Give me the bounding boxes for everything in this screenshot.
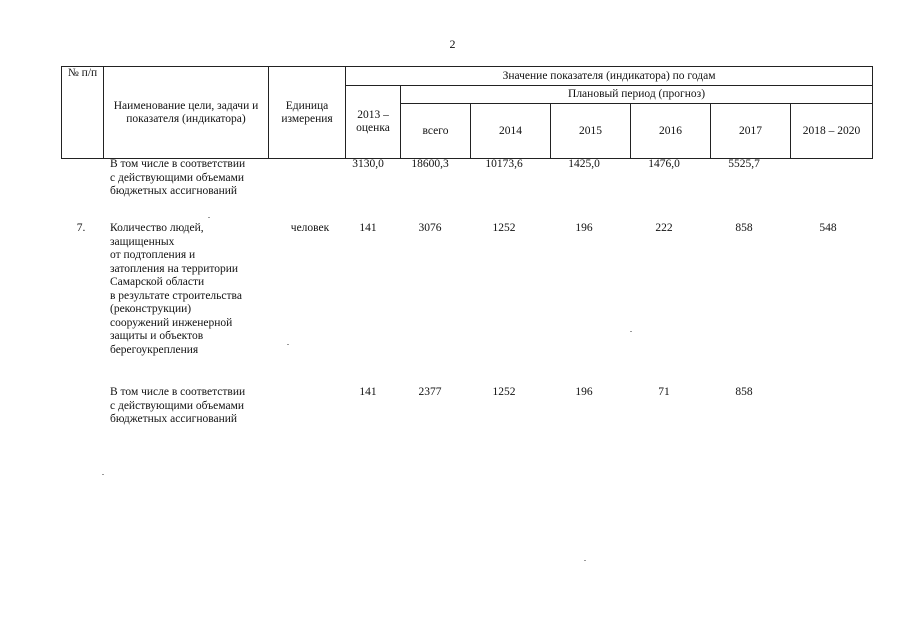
value-2015: 196 bbox=[575, 386, 593, 398]
value-2014: 10173,6 bbox=[485, 158, 523, 170]
header-number: № п/п bbox=[62, 67, 104, 159]
indicator-name-line: (реконструкции) bbox=[110, 303, 192, 315]
header-total: всего bbox=[401, 104, 471, 159]
value-2017: 858 bbox=[735, 222, 753, 234]
value-2018-2020: 548 bbox=[819, 222, 837, 234]
header-unit: Единица измерения bbox=[269, 67, 346, 159]
indicator-name bbox=[110, 158, 280, 199]
value-2014: 1252 bbox=[492, 386, 516, 398]
indicator-name-line: В том числе в соответствии bbox=[110, 158, 246, 170]
indicator-name-line: берегоукрепления bbox=[110, 343, 199, 356]
indicator-name-line: В том числе в соответствии bbox=[110, 386, 246, 398]
indicator-name-line: бюджетных ассигнований bbox=[110, 413, 238, 425]
value-2013: 141 bbox=[359, 222, 377, 234]
value-2016: 71 bbox=[658, 386, 670, 398]
value-2013: 3130,0 bbox=[352, 158, 384, 170]
indicator-table-header bbox=[61, 66, 873, 159]
page-number: 2 bbox=[449, 37, 456, 51]
header-2018-2020: 2018 – 2020 bbox=[791, 104, 873, 159]
indicator-name-line: Количество людей, bbox=[110, 222, 204, 234]
header-2014: 2014 bbox=[471, 104, 551, 159]
value-2017: 858 bbox=[735, 386, 753, 398]
header-2016: 2016 bbox=[631, 104, 711, 159]
unit-cell: человек bbox=[290, 222, 330, 234]
value-2016: 222 bbox=[655, 222, 673, 234]
indicator-name-line: защищенных bbox=[110, 235, 175, 248]
row-number: 7. bbox=[76, 222, 86, 234]
header-planned-group: Плановый период (прогноз) bbox=[401, 86, 873, 104]
scan-speck bbox=[102, 474, 104, 475]
indicator-name-line: от подтопления и bbox=[110, 249, 196, 261]
value-total: 2377 bbox=[418, 386, 442, 398]
value-2017: 5525,7 bbox=[728, 158, 760, 170]
header-2017: 2017 bbox=[711, 104, 791, 159]
value-2014: 1252 bbox=[492, 222, 516, 234]
header-2013: 2013 – оценка bbox=[346, 86, 401, 159]
value-2016: 1476,0 bbox=[648, 158, 680, 170]
scan-speck bbox=[630, 331, 632, 332]
scan-speck bbox=[287, 344, 289, 345]
value-total: 18600,3 bbox=[411, 158, 449, 170]
indicator-name bbox=[110, 386, 280, 427]
indicator-name-line: с действующими объемами bbox=[110, 171, 245, 184]
header-name: Наименование цели, задачи и показателя (индикатора) bbox=[104, 67, 269, 159]
indicator-name-line: с действующими объемами bbox=[110, 399, 245, 412]
value-total: 3076 bbox=[418, 222, 442, 234]
indicator-name bbox=[110, 222, 280, 357]
indicator-name-line: затопления на территории bbox=[110, 262, 239, 275]
indicator-name-line: сооружений инженерной bbox=[110, 316, 233, 329]
scan-speck bbox=[208, 217, 210, 218]
indicator-name-line: в результате строительства bbox=[110, 289, 242, 302]
indicator-name-line: защиты и объектов bbox=[110, 330, 204, 342]
indicator-name-line: бюджетных ассигнований bbox=[110, 185, 238, 197]
value-2015: 1425,0 bbox=[568, 158, 600, 170]
value-2013: 141 bbox=[359, 386, 377, 398]
indicator-name-line: Самарской области bbox=[110, 276, 205, 288]
header-2015: 2015 bbox=[551, 104, 631, 159]
value-2015: 196 bbox=[575, 222, 593, 234]
header-values-group: Значение показателя (индикатора) по годам bbox=[346, 67, 873, 86]
scan-speck bbox=[584, 560, 586, 561]
